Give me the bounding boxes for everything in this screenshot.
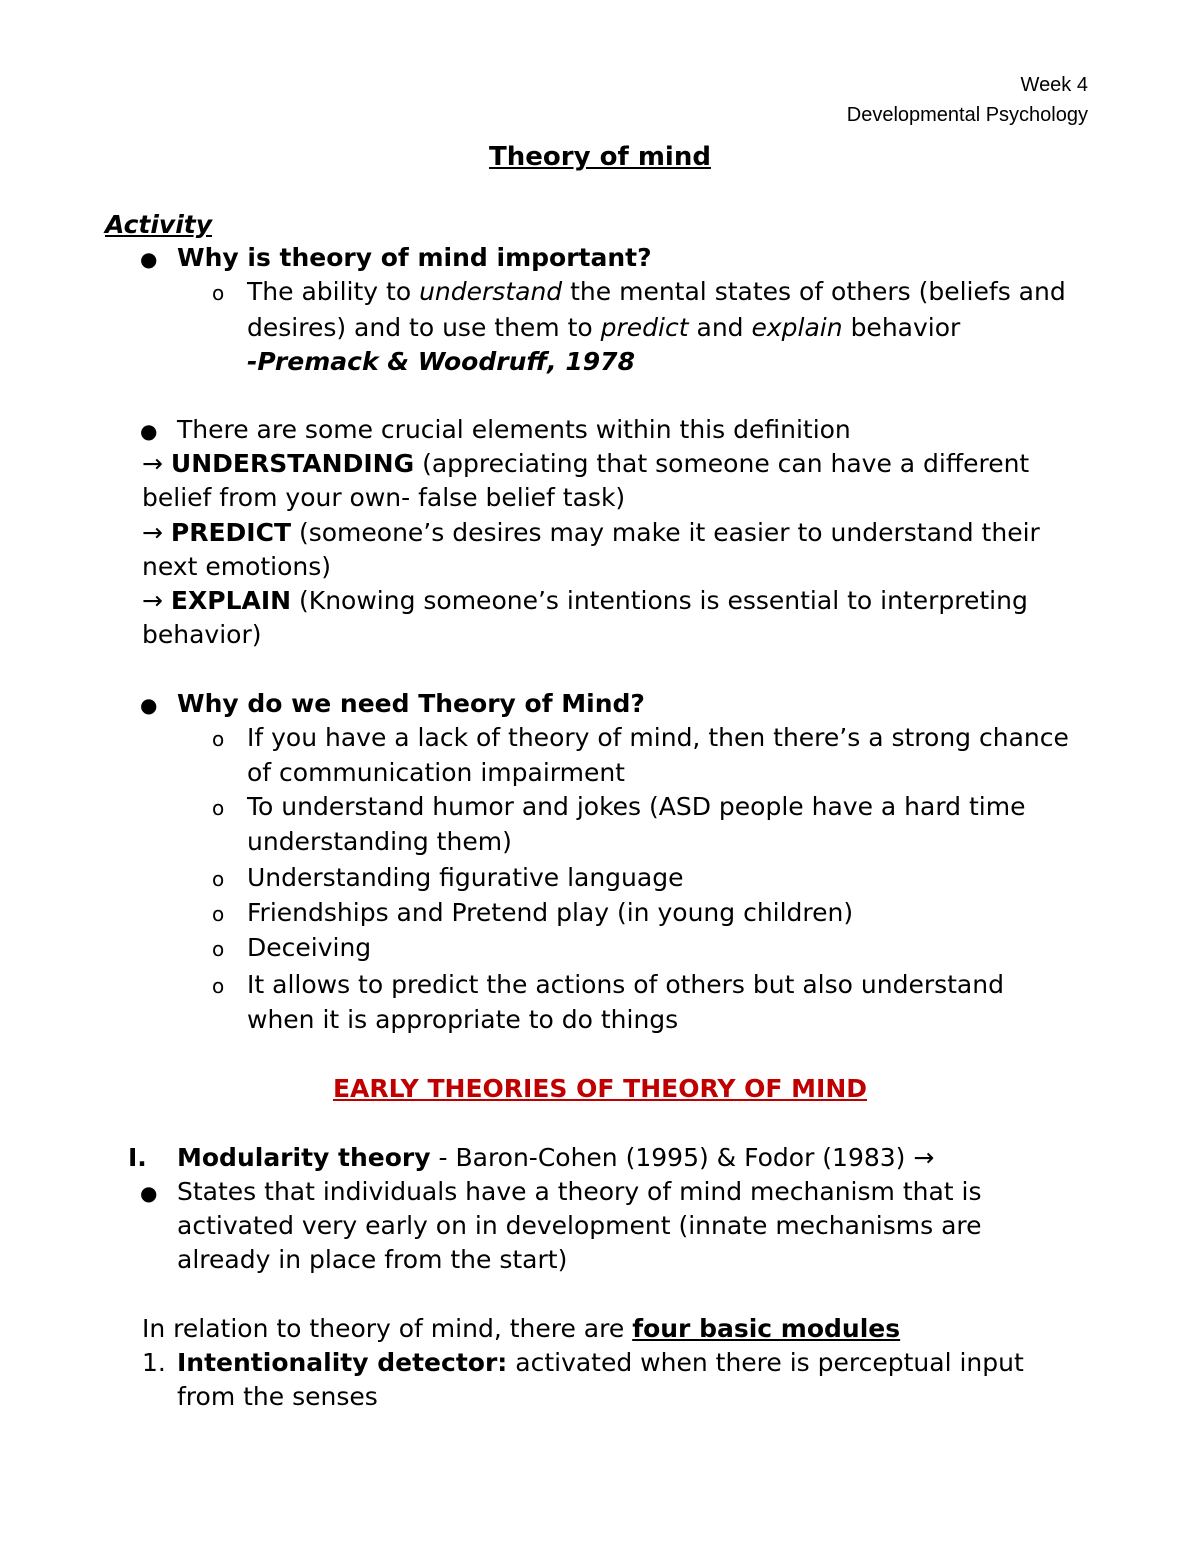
circle-bullet-icon: o [212,902,225,926]
module-item-number: 1. [142,1348,166,1377]
early-theories-heading: EARLY THEORIES OF THEORY OF MIND [332,1074,868,1103]
element-explain: → EXPLAIN (Knowing someone’s intentions is essential to interpreting [142,586,1028,615]
reason-item-cont: understanding them) [247,827,512,856]
element-predict-cont: next emotions) [142,552,332,581]
bullet-icon: ● [140,419,158,443]
elements-intro: There are some crucial elements within this definition [177,415,851,444]
circle-bullet-icon: o [212,727,225,751]
element-understanding: → UNDERSTANDING (appreciating that someone can have a different [142,449,1030,478]
reason-item: Friendships and Pretend play (in young children) [247,898,854,927]
modules-intro: In relation to theory of mind, there are four basic modules [142,1314,901,1343]
module-item: Intentionality detector: activated when there is perceptual input [177,1348,1024,1377]
question-why-important: Why is theory of mind important? [177,243,652,272]
arrow-right-icon: → [142,518,163,547]
arrow-right-icon: → [142,449,163,478]
modularity-desc-line-2: activated very early on in development (innate mechanisms are [177,1211,982,1240]
element-explain-cont: behavior) [142,620,262,649]
reason-item: Deceiving [247,933,372,962]
bullet-icon: ● [140,247,158,271]
circle-bullet-icon: o [212,974,225,998]
modularity-theory: Modularity theory - Baron-Cohen (1995) & Fodor (1983) → [177,1143,935,1172]
module-item-cont: from the senses [177,1382,378,1411]
circle-bullet-icon: o [212,796,225,820]
page-title: Theory of mind [489,142,711,172]
question-why-need: Why do we need Theory of Mind? [177,689,645,718]
reason-item: To understand humor and jokes (ASD people have a hard time [247,792,1026,821]
circle-bullet-icon: o [212,281,225,305]
circle-bullet-icon: o [212,867,225,891]
arrow-right-icon: → [142,586,163,615]
header-week: Week 4 [1020,74,1088,96]
section-marker: I. [128,1143,147,1172]
bullet-icon: ● [140,1181,158,1205]
reason-item: It allows to predict the actions of others but also understand [247,970,1004,999]
definition-line-2: desires) and to use them to predict and explain behavior [247,313,961,342]
header-course: Developmental Psychology [846,104,1088,126]
element-predict: → PREDICT (someone’s desires may make it easier to understand their [142,518,1040,547]
activity-heading: Activity [105,210,213,239]
reason-item-cont: when it is appropriate to do things [247,1005,679,1034]
citation: -Premack & Woodruff, 1978 [247,347,635,376]
modularity-desc-line-1: States that individuals have a theory of mind mechanism that is [177,1177,982,1206]
reason-item: If you have a lack of theory of mind, then there’s a strong chance [247,723,1069,752]
circle-bullet-icon: o [212,937,225,961]
reason-item-cont: of communication impairment [247,758,625,787]
definition-line-1: The ability to understand the mental states of others (beliefs and [247,277,1066,306]
reason-item: Understanding figurative language [247,863,684,892]
bullet-icon: ● [140,693,158,717]
element-understanding-cont: belief from your own- false belief task) [142,483,626,512]
modularity-desc-line-3: already in place from the start) [177,1245,568,1274]
